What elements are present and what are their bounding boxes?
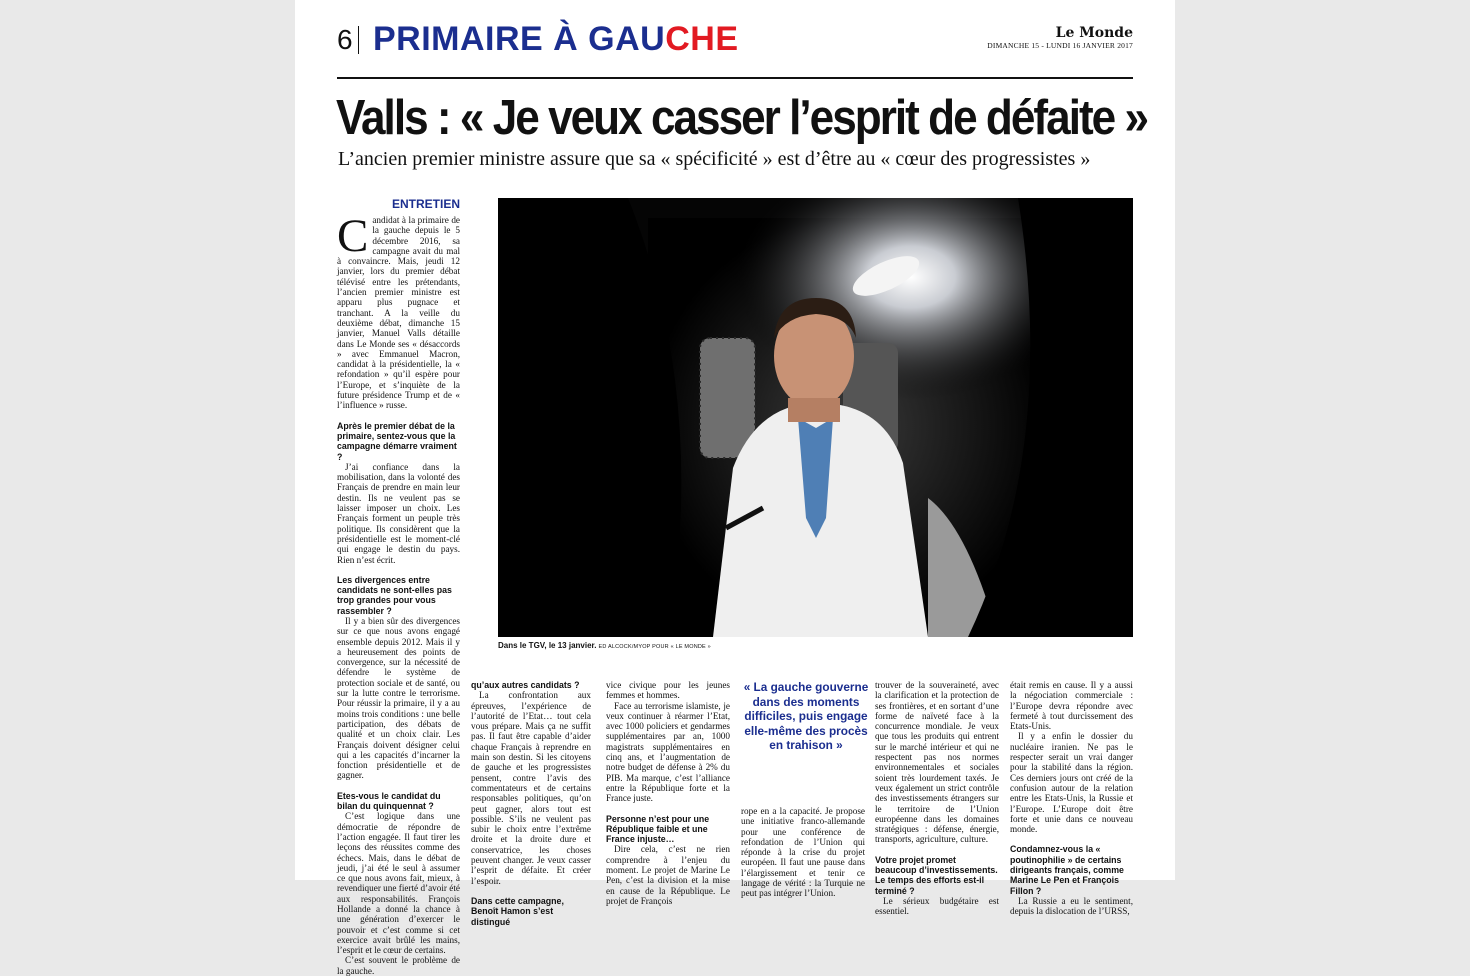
answer-8: Le sérieux budgétaire est essentiel.: [875, 895, 999, 917]
masthead-logo: Le Monde: [1055, 25, 1133, 41]
intro-paragraph: Candidat à la primaire de la gauche depuis le 5 décembre 2016, sa campagne avait du mal à convaincre. Mais, jeudi 12 janvier, lors du premier débat télévisé entre les prétendants, l’ancien premier ministre est apparu plus pugnace et tranchant. A la veille du deuxième débat, dimanche 15 janvier, Manuel Valls détaille dans Le Monde ses « désaccords » avec Emmanuel Macron, candidat à la présidentielle, la « refondation » qu’il espère pour l’Europe, et s’inquiète de la future présidence Trump et de « l’influence » russe.: [337, 210, 460, 411]
newspaper-page: [295, 0, 1175, 976]
answer-5-end: vice civique pour les jeunes femmes et hommes.: [606, 680, 730, 701]
answer-10: La Russie a eu le sentiment, depuis la dislocation de l’URSS,: [1010, 895, 1133, 917]
photo-caption: Dans le TGV, le 13 janvier. ED ALCOCK/MYOP POUR « LE MONDE »: [498, 641, 711, 650]
column-6: [1010, 680, 1133, 917]
issue-date: DIMANCHE 15 - LUNDI 16 JANVIER 2017: [987, 41, 1133, 50]
question-10: Condamnez-vous la « poutinophilie » de certains dirigeants français, comme Marine Le Pen et François Fillon ?: [1010, 844, 1124, 896]
answer-9: Il y a enfin le dossier du nucléaire iranien. Ne pas le respecter serait un vrai danger pour la stabilité dans la région. Ces derniers jours ont créé de la confusion autour de la relation entre les Etats-Unis, la Russie et l’Europe. L’Europe doit être forte et unie dans ce nouveau monde.: [1010, 731, 1133, 835]
question-5: Dans cette campagne, Benoît Hamon s’est distingué: [471, 895, 564, 927]
answer-europe: rope en a la capacité. Je propose une initiative franco-allemande pour une conférence de refondation de l’Union qui réponde à la crise du projet européen. Il faut une pause dans l’élargissement et tenir ce langage de vérité : la Turquie ne peut pas intégrer l’Union.: [741, 806, 865, 899]
column-3: [606, 680, 730, 906]
headline: Valls : « Je veux casser l’esprit de défaite »: [336, 91, 1148, 145]
photo-valls-in-tgv: [498, 198, 1133, 637]
answer-6: Face au terrorisme islamiste, je veux continuer à réarmer l’Etat, avec 1000 policiers et gendarmes supplémentaires par an, 1000 magistrats supplémentaires en cinq ans, et l’augmentation de notre budget de défense à 2% du PIB. Ma marque, c’est l’alliance entre la République forte et la France juste.: [606, 700, 730, 804]
header-rule: [337, 77, 1133, 79]
answer-2: Il y a bien sûr des divergences sur ce que nous avons engagé ensemble depuis 2012. Mais il y a heureusement des points de convergence, sur la nécessité de défendre le système de protection sociale et de santé, ou sur la lutte contre le terrorisme. Pour réussir la primaire, il y a au moins trois conditions : une belle participation, des débats de qualité et un choix clair. Les Français doivent désigner celui qui a les capacités d’incarner la fonction présidentielle et de gagner.: [337, 615, 460, 781]
answer-4: La confrontation aux épreuves, l’expérience de l’autorité de l’Etat… tout cela vous prépare. Mais ça ne suffit pas. Il faut être capable d’aider chaque Français à reprendre en main son destin. Si les citoyens de gauche et les progressistes pensent, contre l’avis des commentateurs et de certains responsables politiques, qu’on peut gagner, alors tout est possible. S’ils ne veulent pas subir le choix entre l’extrême droite et la droite dure et conservatrice, les choses peuvent changer. Je veux casser l’esprit de défaite. Et créer l’espoir.: [471, 690, 591, 886]
column-4: [741, 806, 865, 899]
photo-credit: ED ALCOCK/MYOP POUR « LE MONDE »: [598, 644, 711, 650]
answer-trade: était remis en cause. Il y a aussi la négociation commerciale : l’Europe devra répondre avec fermeté à tout durcissement des Etats-Unis.: [1010, 680, 1133, 732]
subheadline: L’ancien premier ministre assure que sa « spécificité » est d’être au « cœur des progressistes »: [338, 148, 1091, 170]
question-1: Après le premier débat de la primaire, sentez-vous que la campagne démarre vraiment ?: [337, 420, 457, 462]
drop-cap: C: [337, 210, 369, 262]
photo-illustration: [498, 198, 1133, 637]
question-7: Personne n’est pour une République faible et une France injuste…: [606, 813, 710, 845]
question-8: Votre projet promet beaucoup d’investissements. Le temps des efforts est-il terminé ?: [875, 854, 998, 896]
pull-quote: « La gauche gouverne dans des moments difficiles, puis engage elle-même des procès en trahison »: [743, 680, 869, 753]
answer-7: Dire cela, c’est ne rien comprendre à l’enjeu du moment. Le projet de Marine Le Pen, c’est la division et la mise en cause de la République. Le projet de François: [606, 844, 730, 906]
column-1: [337, 210, 460, 976]
section-rubric: [373, 20, 739, 59]
answer-3-continued: C’est souvent le problème de la gauche.: [337, 955, 460, 976]
question-2: Les divergences entre candidats ne sont-elles pas trop grandes pour vous rassembler ?: [337, 574, 452, 616]
page-number-divider: [358, 26, 359, 54]
article-label: ENTRETIEN: [391, 197, 460, 211]
rubric-part-red: CHE: [665, 20, 739, 58]
question-3: Etes-vous le candidat du bilan du quinquennat ?: [337, 790, 441, 812]
question-4-end: qu’aux autres candidats ?: [471, 680, 580, 690]
answer-3: C’est logique dans une démocratie de répondre de l’action engagée. Il faut tirer les leçons des réussites comme des échecs. Mais, dans le débat de jeudi, j’ai été le seul à assumer ce que nous avons fait, mieux, à revendiquer une fierté d’avoir été aux responsabilités. François Hollande a donné la chance à une génération d’exercer le pouvoir et c’est comme si cet exercice avait brûlé les mains, l’esprit et le cœur de certains.: [337, 811, 460, 956]
column-2: [471, 680, 591, 927]
rubric-part-blue: PRIMAIRE À GAU: [373, 20, 666, 58]
answer-1: J’ai confiance dans la mobilisation, dans la volonté des Français de prendre en main leur destin. Ils ne veulent pas se laisser imposer un choix. Les Français forment un peuple très politique. Ils considèrent que la présidentielle est le moment-clé qui engage le destin du pays. Rien n’est écrit.: [337, 461, 460, 565]
page-number: 6: [337, 24, 353, 55]
answer-sovereignty: trouver de la souveraineté, avec la clarification et la protection de ses frontières, et en sortant d’une forme de naïveté face à la concurrence mondiale. Je veux que tous les produits qui entrent sur le marché intérieur et qui ne respectent pas nos normes environnementales et sociales soient très lourdement taxés. Je veux également un strict contrôle des investissements étrangers sur le territoire de l’Union européenne dans les domaines stratégiques : défense, énergie, transports, agriculture, culture.: [875, 680, 999, 845]
column-5: [875, 680, 999, 917]
